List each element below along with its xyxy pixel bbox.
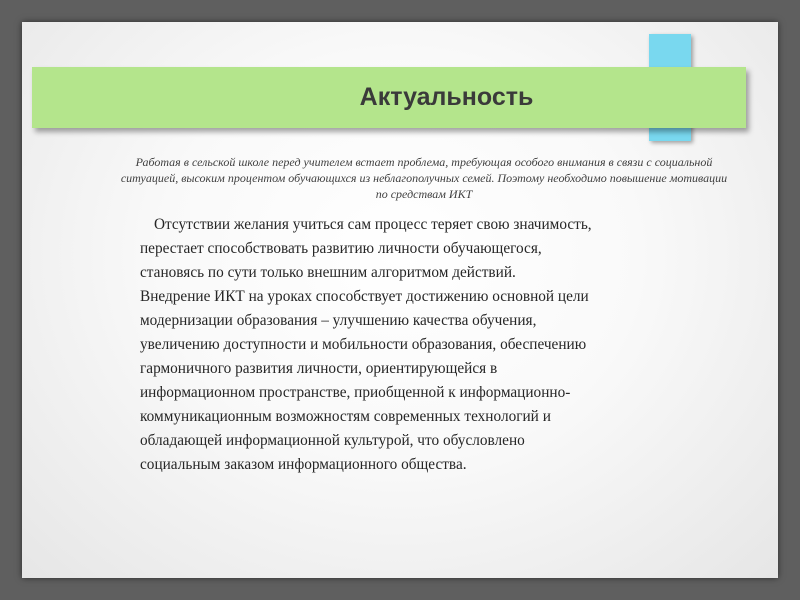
body-line: увеличению доступности и мобильности образования, обеспечению: [140, 336, 587, 353]
title-banner: [32, 67, 746, 128]
body-line: становясь по сути только внешним алгоритмом действий.: [140, 264, 516, 281]
body-line: информационном пространстве, приобщенной к информационно-: [140, 384, 571, 401]
body-line: Внедрение ИКТ на уроках способствует достижению основной цели: [140, 288, 589, 305]
body-line: коммуникационным возможностям современных технологий и: [140, 408, 551, 425]
body-line: обладающей информационной культурой, что обусловлено: [140, 432, 525, 449]
slide-title: Актуальность: [359, 83, 534, 111]
slide: [22, 22, 778, 578]
body-line: социальным заказом информационного общества.: [140, 456, 467, 473]
body-line: гармоничного развития личности, ориентирующейся в: [140, 360, 498, 377]
body-line: перестает способствовать развитию личности обучающегося,: [140, 240, 542, 257]
body-line: Отсутствии желания учиться сам процесс теряет свою значимость,: [154, 216, 592, 233]
body-line: модернизации образования – улучшению качества обучения,: [140, 312, 537, 329]
intro-paragraph: Работая в сельской школе перед учителем встает проблема, требующая особого внимания в связи с социальной ситуацией, высоким процентом обучающихся из неблагополучных семей. Поэтому необходимо повышение мотивации по средствам ИКТ: [120, 155, 728, 201]
body-paragraph: [140, 213, 740, 477]
